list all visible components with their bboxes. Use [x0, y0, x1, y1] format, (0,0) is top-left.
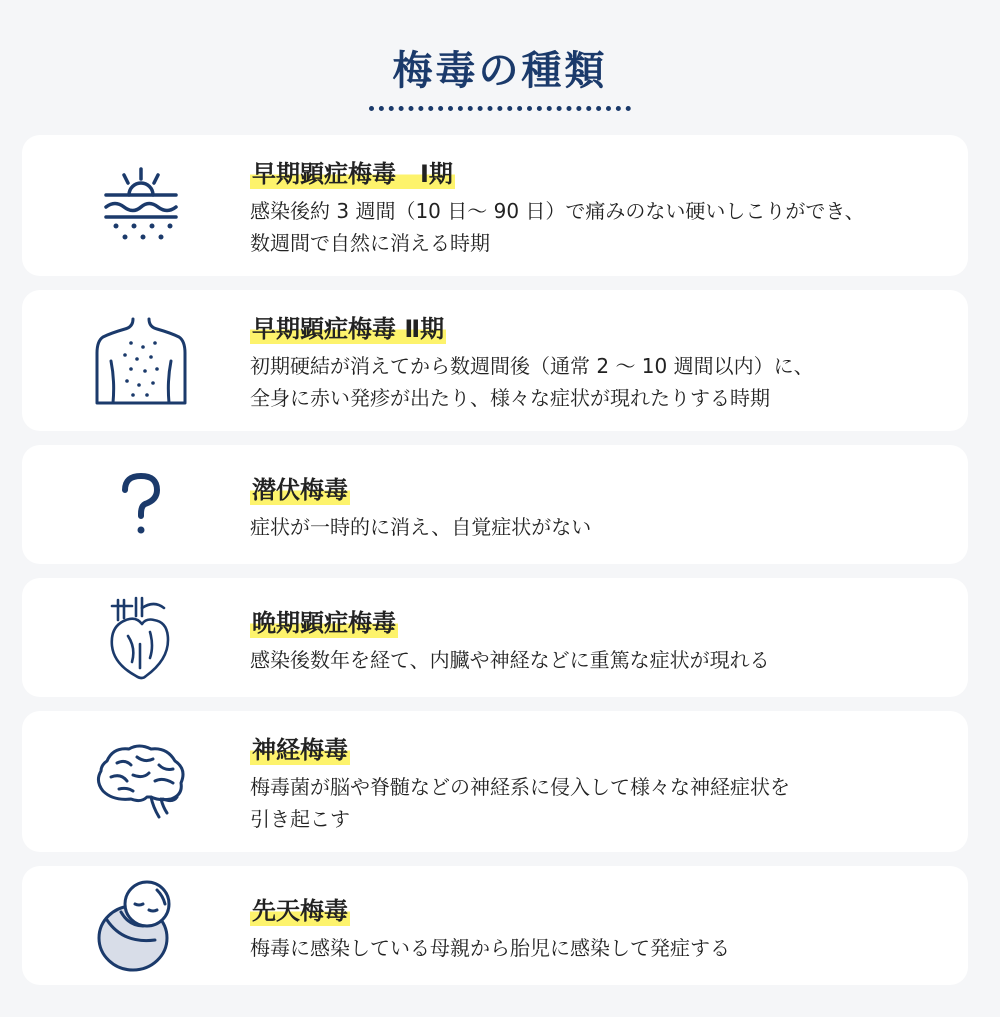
card-title: 先天梅毒: [252, 897, 348, 925]
card-title: 早期顕症梅毒 Ⅰ期: [252, 160, 453, 188]
card-description: 初期硬結が消えてから数週間後（通常 2 〜 10 週間以内）に、 全身に赤い発疹が出たり、様々な症状が現れたりする時期: [250, 354, 814, 410]
body-back-rash-icon: [82, 290, 200, 431]
card-description: 梅毒に感染している母親から胎児に感染して発症する: [250, 936, 730, 960]
card-late-stage: [22, 578, 968, 697]
card-title: 潜伏梅毒: [252, 476, 348, 504]
card-description: 梅毒菌が脳や脊髄などの神経系に侵入して様々な神経症状を 引き起こす: [250, 775, 790, 831]
fetus-icon: [82, 866, 200, 985]
header: [0, 40, 1000, 111]
card-latent: [22, 445, 968, 564]
card-early-stage-1: [22, 135, 968, 276]
heart-icon: [82, 578, 200, 697]
card-title: 神経梅毒: [252, 736, 348, 764]
card-description: 感染後数年を経て、内臓や神経などに重篤な症状が現れる: [250, 648, 770, 672]
skin-sun-icon: [82, 135, 200, 276]
card-title: 晩期顕症梅毒: [252, 609, 396, 637]
card-description: 感染後約 3 週間（10 日〜 90 日）で痛みのない硬いしこりができ、 数週間で自然に消える時期: [250, 199, 865, 255]
card-early-stage-2: [22, 290, 968, 431]
title-dotted-underline: [369, 106, 631, 111]
brain-icon: [82, 711, 200, 852]
page-title: 梅毒の種類: [392, 48, 608, 94]
card-title: 早期顕症梅毒 Ⅱ期: [252, 315, 445, 343]
card-congenital: [22, 866, 968, 985]
card-neurosyphilis: [22, 711, 968, 852]
card-description: 症状が一時的に消え、自覚症状がない: [250, 515, 592, 539]
question-mark-icon: [82, 445, 200, 564]
